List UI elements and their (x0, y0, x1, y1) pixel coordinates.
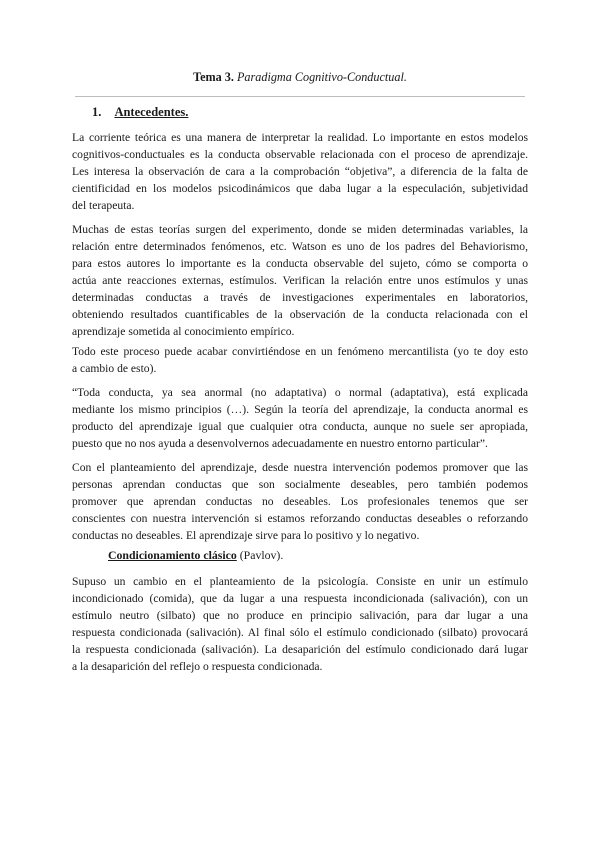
paragraph-line: Con el planteamiento del aprendizaje, desde nuestra intervención podemos promover que las (72, 461, 528, 474)
subsection-author: (Pavlov). (236, 548, 284, 562)
paragraph-line: Muchas de estas teorías surgen del experimento, donde se miden determinadas variables, la (72, 223, 528, 236)
section-number: 1. (92, 105, 102, 119)
paragraph-line: producto del aprendizaje igual que cualquier otra conducta, aunque no suele ser apropiada, (72, 420, 528, 433)
paragraph-line: para estos autores lo importante es la conducta observable del sujeto, cómo se comporta o (72, 257, 528, 270)
paragraph-line: estímulo neutro (silbato) que no produce en principio salivación, para dar lugar a una (72, 609, 528, 622)
paragraph-line: del terapeuta. (72, 199, 135, 212)
paragraph-line: conscientes con nuestra intervención si estamos reforzando conductas deseables o reforzando (72, 512, 528, 525)
document-title (0, 70, 600, 85)
paragraph-line: cognitivos-conductuales es la conducta observable relacionada con el proceso de aprendizaje. (72, 148, 528, 161)
section-title: Antecedentes. (114, 105, 189, 119)
title-number: Tema 3. (193, 70, 234, 84)
paragraph-line: Supuso un cambio en el planteamiento de la psicología. Consiste en unir un estímulo (72, 575, 528, 588)
paragraph-line: conductas no deseables. El aprendizaje sirve para lo positivo y lo negativo. (72, 529, 420, 542)
paragraph-line: “Toda conducta, ya sea anormal (no adaptativa) o normal (adaptativa), está explicada (72, 386, 528, 399)
paragraph-5 (72, 459, 528, 544)
paragraph-line: determinadas conductas a través de investigaciones experimentales en laboratorios, (72, 291, 528, 304)
paragraph-line: relación entre determinados fenómenos, etc. Watson es uno de los padres del Behaviorismo, (72, 240, 528, 253)
paragraph-line: a la desaparición del reflejo o respuesta condicionada. (72, 660, 323, 673)
paragraph-line: aprendizaje sometida al conocimiento empírico. (72, 325, 295, 338)
paragraph-line: la respuesta condicionada (salivación). La desaparición del estímulo condicionado dará lugar (72, 643, 528, 656)
paragraph-line: respuesta condicionada (salivación). Al final sólo el estímulo condicionado (silbato) provocará (72, 626, 528, 639)
quote-paragraph (72, 384, 528, 452)
paragraph-line: mediante los mismo principios (…). Según la teoría del aprendizaje, la conducta anormal es (72, 403, 528, 416)
paragraph-line: obteniendo resultados cuantificables de la observación de la conducta relacionada con el (72, 308, 528, 321)
paragraph-line: Todo este proceso puede acabar convirtiéndose en un fenómeno mercantilista (yo te doy esto (72, 345, 528, 358)
paragraph-6 (72, 573, 528, 675)
paragraph-line: incondicionado (comida), que da lugar a una respuesta incondicionada (salivación), con un (72, 592, 528, 605)
paragraph-line: cientificidad en los modelos psicodinámicos que daba lugar a la especulación, subjetividad (72, 182, 528, 195)
paragraph-line: puesto que no nos ayuda a desenvolvernos adecuadamente en nuestro entorno particular”. (72, 437, 488, 450)
subsection-title: Condicionamiento clásico (108, 548, 237, 562)
subsection-heading-condicionamiento (108, 548, 283, 563)
paragraph-line: actúa ante reacciones externas, estímulos. Verifican la relación entre unos estímulos y unas (72, 274, 528, 287)
paragraph-line: a cambio de esto). (72, 362, 157, 375)
paragraph-1 (72, 129, 528, 214)
title-text: Paradigma Cognitivo-Conductual. (236, 70, 407, 84)
paragraph-line: La corriente teórica es una manera de interpretar la realidad. Lo importante en estos modelos (72, 131, 528, 144)
paragraph-line: personas aprendan conductas que son socialmente deseables, pero también podemos (72, 478, 528, 491)
paragraph-3 (72, 343, 528, 377)
title-divider (75, 96, 525, 97)
paragraph-line: Les interesa la observación de cara a la comprobación “objetiva”, a diferencia de la falta de (72, 165, 528, 178)
paragraph-line: promover que aprendan conductas no deseables. Los profesionales tenemos que ser (72, 495, 528, 508)
section-heading-antecedentes (92, 105, 188, 120)
paragraph-2 (72, 221, 528, 340)
